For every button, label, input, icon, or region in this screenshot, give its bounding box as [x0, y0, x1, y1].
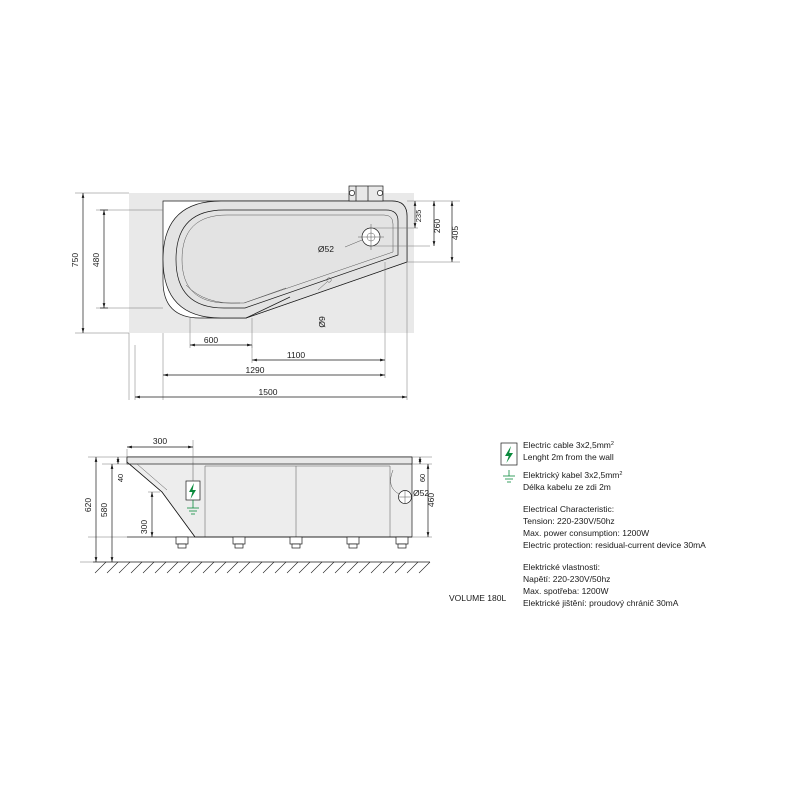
dim-460: 460	[426, 492, 436, 508]
dim-1100: 1100	[286, 350, 306, 360]
lightning-bolt-icon	[501, 443, 517, 482]
specs-en-heading: Electrical Characteristic:	[523, 504, 615, 514]
legend-en-line1: Electric cable $3x2,5mm^2$	[523, 440, 614, 450]
dim-750: 750	[70, 252, 80, 268]
volume-label: VOLUME 180L	[449, 593, 507, 603]
dim-260: 260	[432, 218, 442, 234]
dim-300-inner: 300	[139, 519, 149, 535]
specs-cz-line-3: Elektrické jištění: proudový chránič 30mA	[523, 598, 679, 608]
dim-480: 480	[91, 252, 101, 268]
dim-405: 405	[450, 225, 460, 241]
legend-cz-line2: Délka kabelu ze zdi 2m	[523, 482, 611, 492]
specs-en-line-1: Tension: 220-230V/50hz	[523, 516, 615, 526]
front-view-geometry	[80, 440, 432, 573]
callout-overflow-diameter: Ø9	[317, 316, 327, 328]
dim-580: 580	[99, 502, 109, 518]
legend-cz-line1: Elektrický kabel $3x2,5mm^2$	[523, 470, 623, 480]
callout-drain-diameter-front: Ø52	[413, 488, 430, 498]
dim-40: 40	[116, 473, 125, 483]
dim-1500: 1500	[258, 387, 278, 397]
legend-en-line2: Lenght 2m from the wall	[523, 452, 614, 462]
dim-235: 235	[414, 209, 423, 223]
dim-60: 60	[418, 473, 427, 483]
dim-300-top: 300	[152, 436, 168, 446]
specs-en-line-3: Electric protection: residual-current device 30mA	[523, 540, 706, 550]
specs-cz-heading: Elektrické vlastnosti:	[523, 562, 600, 572]
specs-cz-line-2: Max. spotřeba: 1200W	[523, 586, 609, 596]
callout-drain-diameter: Ø52	[317, 244, 334, 254]
dim-600: 600	[203, 335, 219, 345]
dim-620: 620	[83, 497, 93, 513]
specs-cz-line-1: Napětí: 220-230V/50hz	[523, 574, 611, 584]
specs-en-line-2: Max. power consumption: 1200W	[523, 528, 650, 538]
dim-1290: 1290	[245, 365, 265, 375]
top-view-geometry	[75, 186, 460, 400]
